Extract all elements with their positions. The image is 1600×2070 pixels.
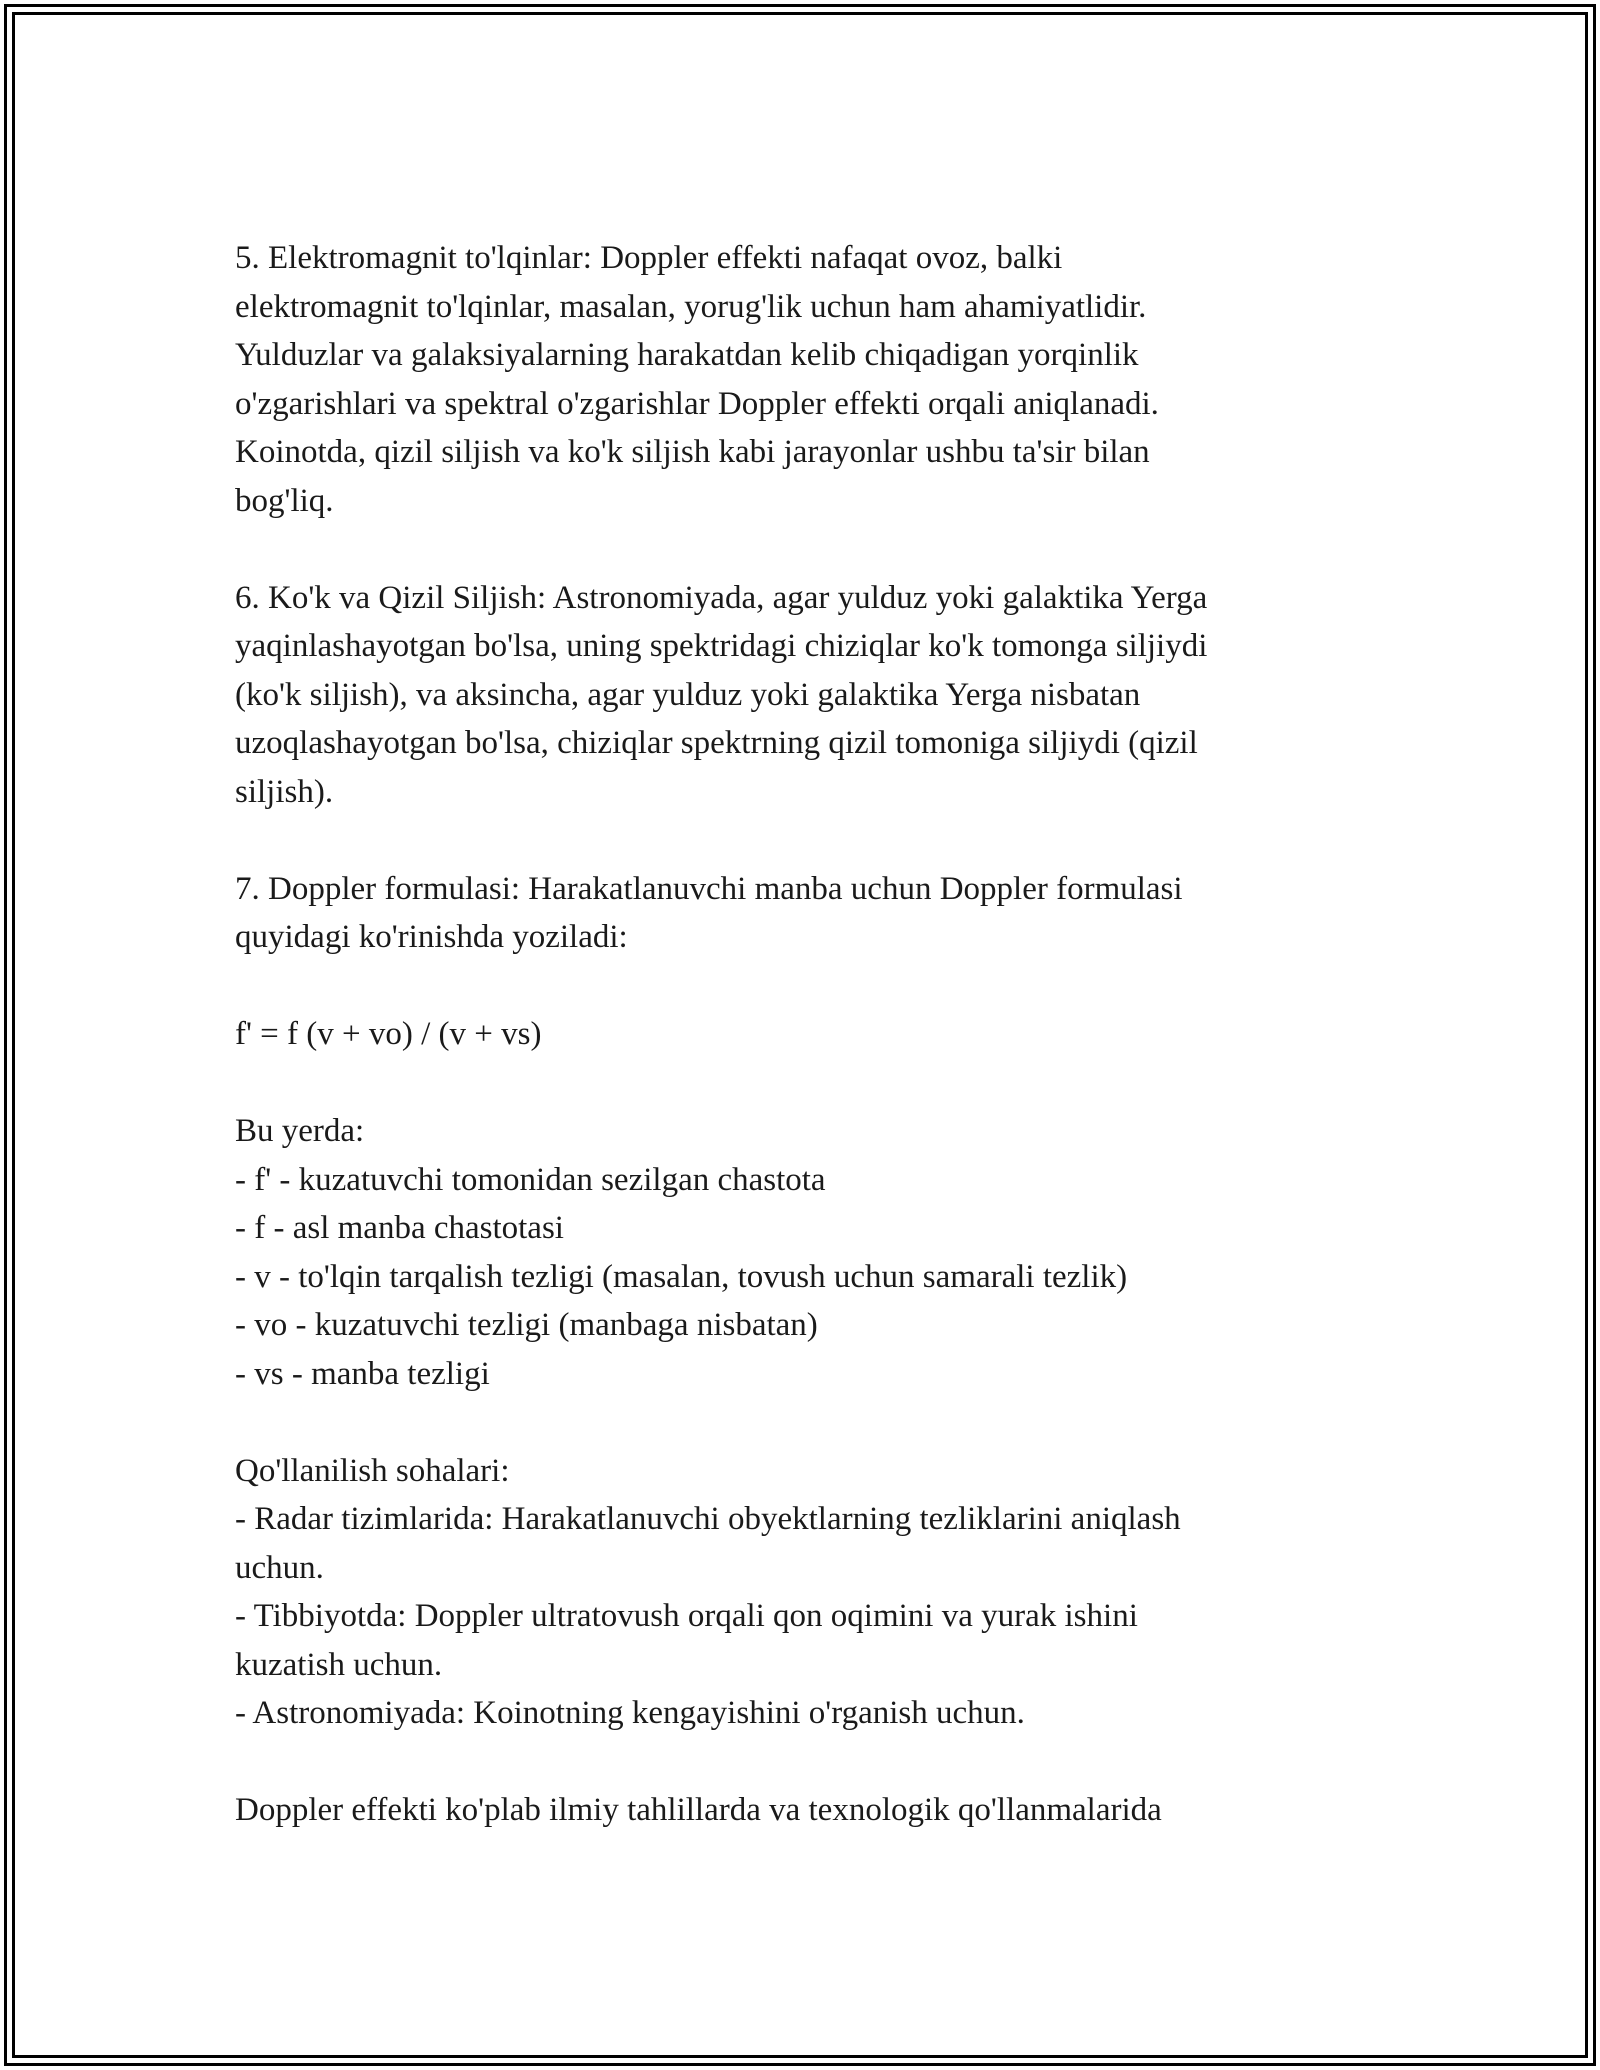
paragraph-variable-definitions [235,1107,1375,1398]
paragraph-closing [235,1786,1375,1835]
text-line: Qo'llanilish sohalari: [235,1452,510,1489]
text-line: bog'liq. [235,482,334,519]
list-item: - vo - kuzatuvchi tezligi (manbaga nisbatan) [235,1307,818,1343]
text-line: (ko'k siljish), va aksincha, agar yulduz yoki galaktika Yerga nisbatan [235,676,1141,713]
paragraph-doppler-formula-intro [235,865,1375,962]
list-item: - Astronomiyada: Koinotning kengayishini o'rganish uchun. [235,1695,1025,1731]
text-line: uchun. [235,1549,324,1586]
text-line: 7. Doppler formulasi: Harakatlanuvchi manba uchun Doppler formulasi [235,870,1183,907]
text-line: 5. Elektromagnit to'lqinlar: Doppler effekti nafaqat ovoz, balki [235,240,1063,276]
paragraph-blue-red-shift [235,574,1375,817]
text-line: Koinotda, qizil siljish va ko'k siljish kabi jarayonlar ushbu ta'sir bilan [235,434,1150,470]
text-line: Yulduzlar va galaksiyalarning harakatdan kelib chiqadigan yorqinlik [235,337,1139,373]
text-line: Bu yerda: [235,1113,365,1149]
list-item: - f - asl manba chastotasi [235,1210,564,1246]
text-line: siljish). [235,773,334,810]
list-item: - vs - manba tezligi [235,1355,490,1392]
formula-line: f' = f (v + vo) / (v + vs) [235,1016,542,1052]
list-item: - v - to'lqin tarqalish tezligi (masalan, tovush uchun samarali tezlik) [235,1258,1128,1295]
paragraph-electromagnetic-waves [235,234,1375,525]
text-line: yaqinlashayotgan bo'lsa, uning spektridagi chiziqlar ko'k tomonga siljiydi [235,628,1208,664]
text-line: quyidagi ko'rinishda yoziladi: [235,919,628,955]
text-line: kuzatish uchun. [235,1646,443,1683]
formula [235,1010,1375,1059]
text-line: uzoqlashayotgan bo'lsa, chiziqlar spektrning qizil tomoniga siljiydi (qizil [235,725,1198,761]
text-line: 6. Ko'k va Qizil Siljish: Astronomiyada, agar yulduz yoki galaktika Yerga [235,579,1208,616]
list-item: - Radar tizimlarida: Harakatlanuvchi obyektlarning tezliklarini aniqlash [235,1501,1181,1537]
list-item: - f' - kuzatuvchi tomonidan sezilgan chastota [235,1161,826,1198]
text-line: elektromagnit to'lqinlar, masalan, yorug'lik uchun ham ahamiyatlidir. [235,288,1147,325]
text-line: o'zgarishlari va spektral o'zgarishlar Doppler effekti orqali aniqlanadi. [235,385,1159,422]
list-item: - Tibbiyotda: Doppler ultratovush orqali qon oqimini va yurak ishini [235,1598,1138,1634]
document-body [235,234,1375,1883]
paragraph-application-areas [235,1447,1375,1738]
text-line: Doppler effekti ko'plab ilmiy tahlillarda va texnologik qo'llanmalarida [235,1792,1162,1828]
